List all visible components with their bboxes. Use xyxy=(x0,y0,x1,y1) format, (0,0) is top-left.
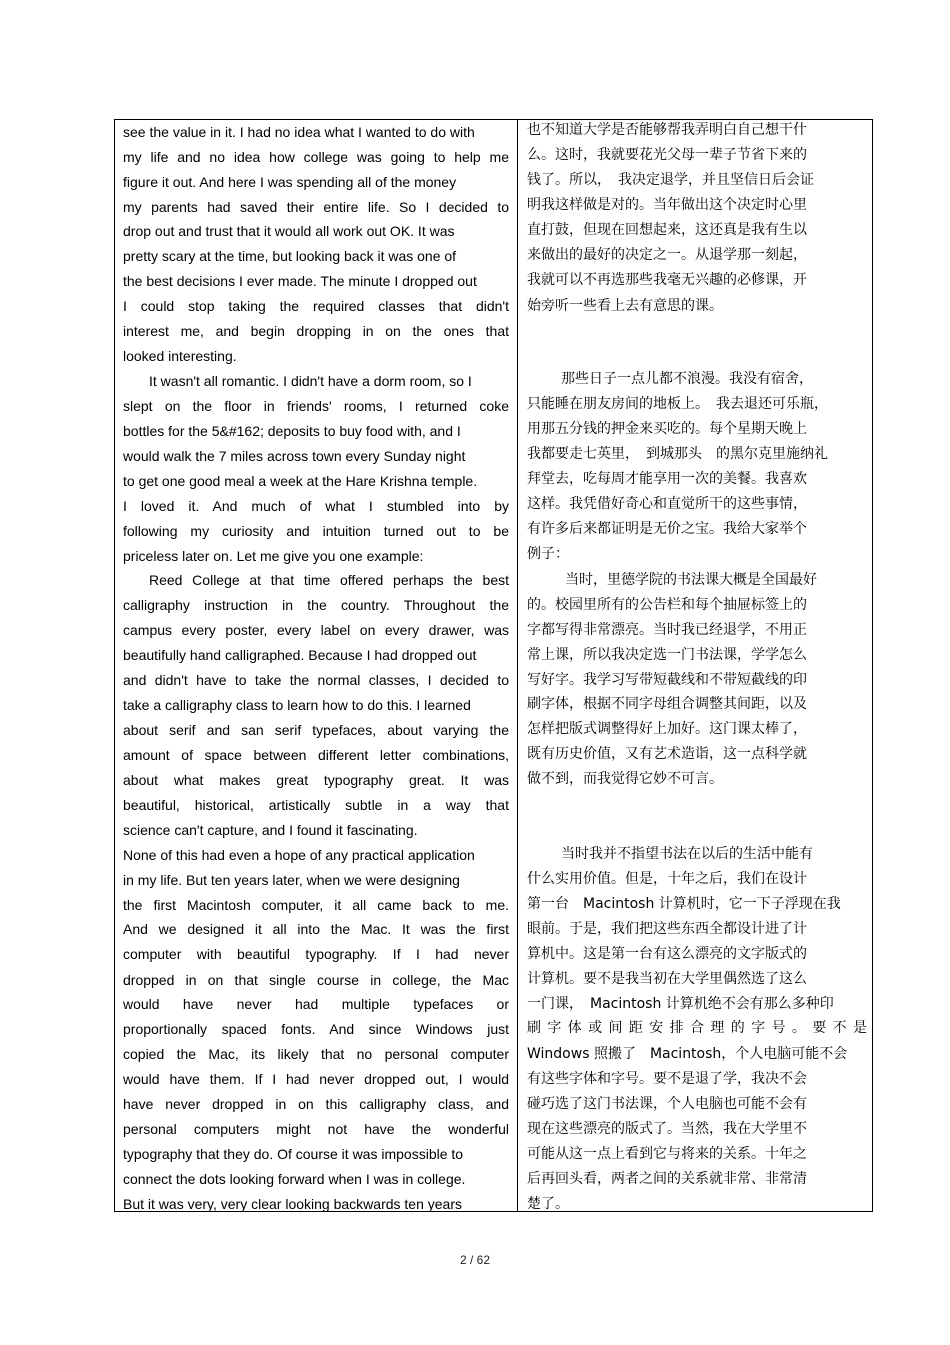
text-line: 明我这样做是对的。当年做出这个决定时心里 xyxy=(527,197,807,213)
text-line: 拜堂去，吃每周才能享用一次的美餐。我喜欢 xyxy=(527,471,807,487)
text-line: to get one good meal a week at the Hare Krishna temple. xyxy=(123,473,478,489)
text-line: calligraphy instruction in the country. Throughout the xyxy=(123,597,509,613)
text-line: would have never had multiple typefaces or xyxy=(123,996,509,1012)
text-line: looked interesting. xyxy=(123,348,237,364)
two-column-table xyxy=(114,119,873,1212)
text-line: beautifully hand calligraphed. Because I had dropped out xyxy=(123,647,477,663)
text-line: 第一台 Macintosh 计算机时，它一下子浮现在我 xyxy=(527,896,841,912)
text-line: 当时，里德学院的书法课大概是全国最好 xyxy=(565,572,817,588)
text-line: pretty scary at the time, but looking back it was one of xyxy=(123,248,457,264)
text-line: 写好字。我学习写带短截线和不带短截线的印 xyxy=(527,672,807,688)
text-line: interest me, and begin dropping in on the ones that xyxy=(123,323,509,339)
text-line: 算机中。这是第一台有这么漂亮的文字版式的 xyxy=(527,946,807,962)
text-line: 直打鼓，但现在回想起来，这还真是我有生以 xyxy=(527,222,807,238)
text-line: I could stop taking the required classes that didn't xyxy=(123,298,509,314)
text-line: 我就可以不再选那些我毫无兴趣的必修课，开 xyxy=(527,272,807,288)
text-line: in my life. But ten years later, when we were designing xyxy=(123,872,460,888)
text-line: about serif and san serif typefaces, about varying the xyxy=(123,722,509,738)
text-line: 什么实用价值。但是，十年之后，我们在设计 xyxy=(527,871,807,887)
text-line: 刷字体，根据不同字母组合调整其间距，以及 xyxy=(527,696,807,712)
text-line: the best decisions I ever made. The minute I dropped out xyxy=(123,273,477,289)
text-line: But it was very, very clear looking backwards ten years xyxy=(123,1196,462,1212)
text-line: 现在这些漂亮的版式了。当然，我在大学里不 xyxy=(527,1121,807,1137)
text-line: 我都要走七英里， 到城那头 的黑尔克里施纳礼 xyxy=(527,446,828,462)
text-line: 做不到，而我觉得它妙不可言。 xyxy=(527,771,723,787)
text-line: drop out and trust that it would all work out OK. It was xyxy=(123,223,455,239)
text-line: 的。校园里所有的公告栏和每个抽屉标签上的 xyxy=(527,597,807,613)
text-line: 也不知道大学是否能够帮我弄明白自己想干什 xyxy=(527,122,807,138)
text-line: 用那五分钱的押金来买吃的。每个星期天晚上 xyxy=(527,421,807,437)
text-line: slept on the floor in friends' rooms, I returned coke xyxy=(123,398,509,414)
text-line: copied the Mac, its likely that no personal computer xyxy=(123,1046,509,1062)
text-line: take a calligraphy class to learn how to do this. I learned xyxy=(123,697,471,713)
text-line: 碰巧选了这门书法课，个人电脑也可能不会有 xyxy=(527,1096,807,1112)
text-line: 眼前。于是，我们把这些东西全都设计进了计 xyxy=(527,921,807,937)
text-line: my life and no idea how college was going to help me xyxy=(123,149,509,165)
text-line: 只能睡在朋友房间的地板上。 我去退还可乐瓶， xyxy=(527,396,828,412)
text-line: beautiful, historical, artistically subtle in a way that xyxy=(123,797,509,813)
text-line: 么。这时，我就要花光父母一辈子节省下来的 xyxy=(527,147,807,163)
text-line: 来做出的最好的决定之一。从退学那一刻起， xyxy=(527,247,807,263)
text-line: campus every poster, every label on every drawer, was xyxy=(123,622,509,638)
column-divider xyxy=(517,120,518,1211)
text-line: about what makes great typography great. It was xyxy=(123,772,509,788)
text-line: 怎样把版式调整得好上加好。这门课太棒了， xyxy=(527,721,807,737)
text-line: 例子： xyxy=(527,546,569,562)
text-line: priceless later on. Let me give you one example: xyxy=(123,548,424,564)
text-line: science can't capture, and I found it fascinating. xyxy=(123,822,418,838)
text-line: It wasn't all romantic. I didn't have a dorm room, so I xyxy=(149,373,472,389)
text-line: I loved it. And much of what I stumbled into by xyxy=(123,498,509,514)
text-line: 有这些字体和字号。要不是退了学，我决不会 xyxy=(527,1071,807,1087)
text-line: 既有历史价值，又有艺术造诣，这一点科学就 xyxy=(527,746,807,762)
text-line: 当时我并不指望书法在以后的生活中能有 xyxy=(561,846,813,862)
text-line: 一门课， Macintosh 计算机绝不会有那么多种印 xyxy=(527,996,834,1012)
text-line: connect the dots looking forward when I was in college. xyxy=(123,1171,466,1187)
text-line: proportionally spaced fonts. And since Windows just xyxy=(123,1021,509,1037)
text-line: And we designed it all into the Mac. It was the first xyxy=(123,921,509,937)
text-line: typography that they do. Of course it was impossible to xyxy=(123,1146,464,1162)
text-line: the first Macintosh computer, it all came back to me. xyxy=(123,897,509,913)
text-line: 有许多后来都证明是无价之宝。我给大家举个 xyxy=(527,521,807,537)
text-line: 后再回头看，两者之间的关系就非常、非常清 xyxy=(527,1171,807,1187)
text-line: and didn't have to take the normal classes, I decided to xyxy=(123,672,509,688)
text-line: 这样。我凭借好奇心和直觉所干的这些事情， xyxy=(527,496,807,512)
text-line: 刷字体或间距安排合理的字号。要不是 xyxy=(527,1020,867,1036)
text-line: Windows 照搬了 Macintosh，个人电脑可能不会 xyxy=(527,1046,848,1062)
text-line: 钱了。所以， 我决定退学，并且坚信日后会证 xyxy=(527,172,814,188)
text-line: figure it out. And here I was spending all of the money xyxy=(123,174,457,190)
text-line: 常上课，所以我决定选一门书法课，学学怎么 xyxy=(527,647,807,663)
text-line: 计算机。要不是我当初在大学里偶然选了这么 xyxy=(527,971,807,987)
text-line: following my curiosity and intuition turned out to be xyxy=(123,523,509,539)
text-line: would have them. If I had never dropped out, I would xyxy=(123,1071,509,1087)
text-line: computer with beautiful typography. If I had never xyxy=(123,946,509,962)
text-line: None of this had even a hope of any practical application xyxy=(123,847,475,863)
text-line: see the value in it. I had no idea what I wanted to do with xyxy=(123,124,475,140)
text-line: 那些日子一点儿都不浪漫。我没有宿舍， xyxy=(561,371,813,387)
text-line: amount of space between different letter combinations, xyxy=(123,747,509,763)
text-line: 可能从这一点上看到它与将来的关系。十年之 xyxy=(527,1146,807,1162)
text-line: Reed College at that time offered perhaps the best xyxy=(149,572,509,588)
text-line: dropped in on that single course in college, the Mac xyxy=(123,972,509,988)
text-line: would walk the 7 miles across town every Sunday night xyxy=(123,448,466,464)
text-line: personal computers might not have the wonderful xyxy=(123,1121,509,1137)
text-line: my parents had saved their entire life. So I decided to xyxy=(123,199,509,215)
text-line: bottles for the 5&#162; deposits to buy food with, and I xyxy=(123,423,461,439)
text-line: 楚了。 xyxy=(527,1196,569,1212)
text-line: 始旁听一些看上去有意思的课。 xyxy=(527,298,723,314)
text-line: 字都写得非常漂亮。当时我已经退学，不用正 xyxy=(527,622,807,638)
text-line: have never dropped in on this calligraphy class, and xyxy=(123,1096,509,1112)
page-number: 2 / 62 xyxy=(459,1253,491,1267)
